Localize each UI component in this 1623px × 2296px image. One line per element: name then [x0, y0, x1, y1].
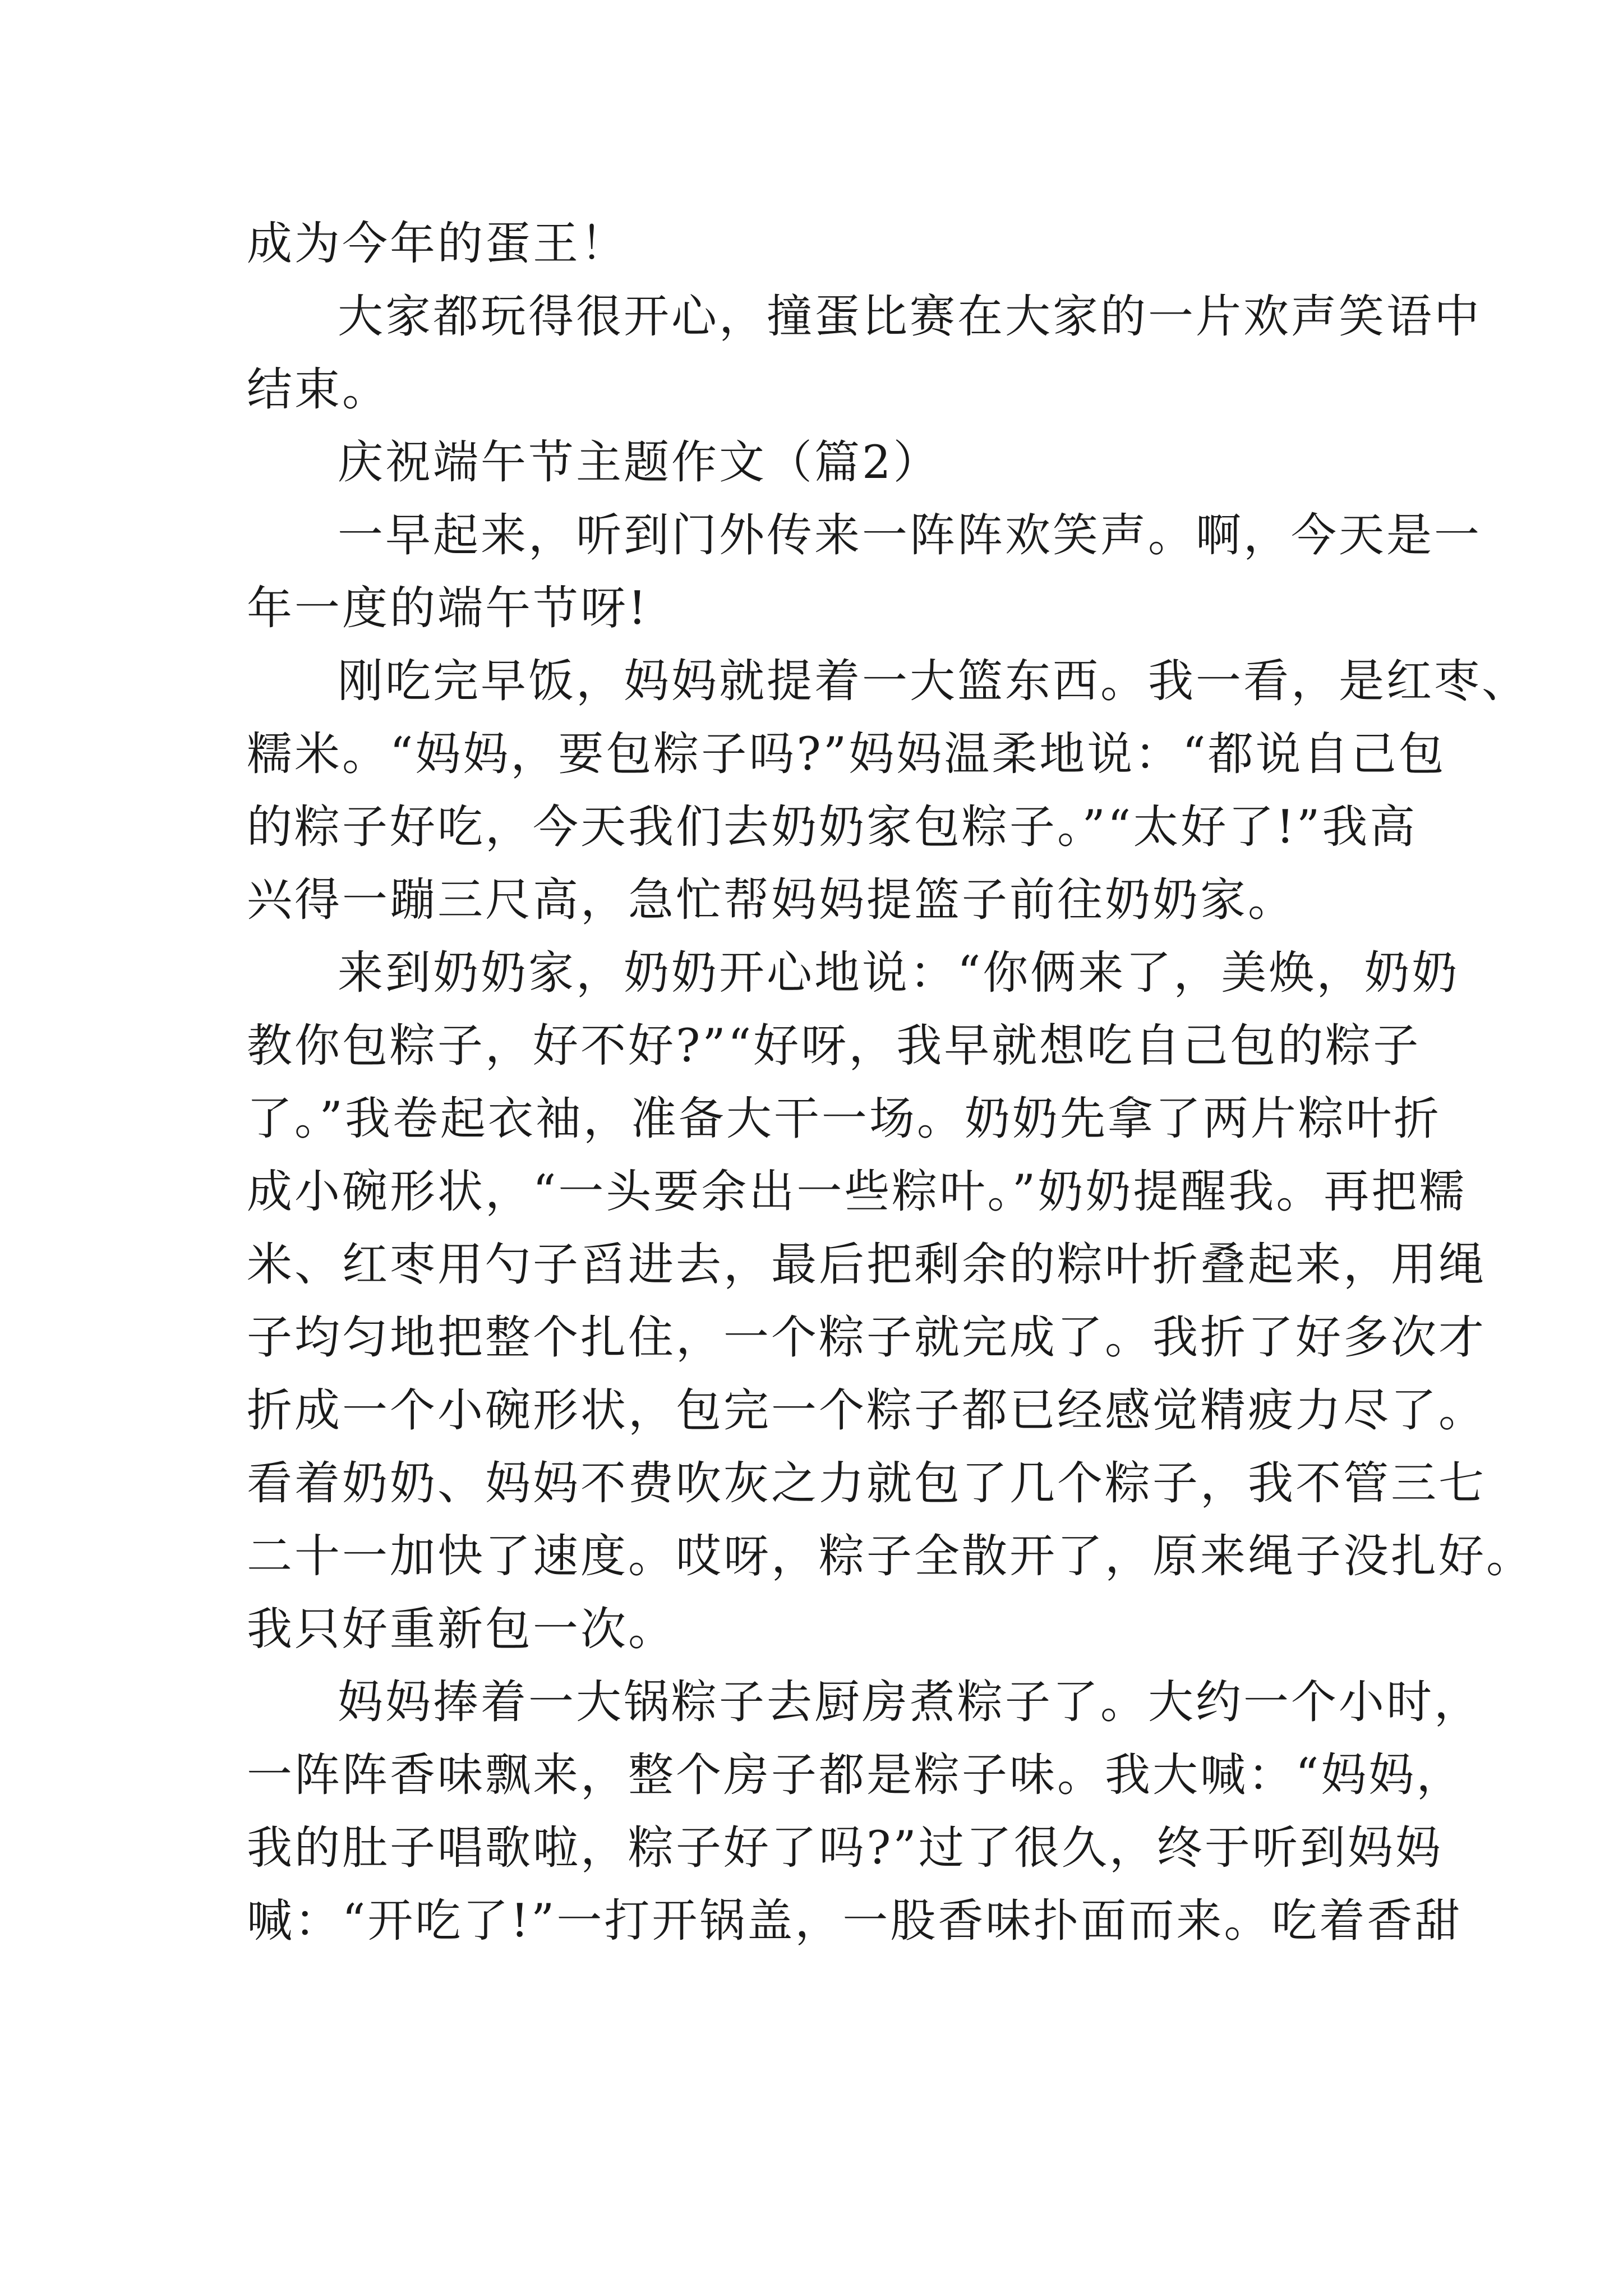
essay-body — [247, 208, 1534, 1958]
text-line: 米、红枣用勺子舀进去，最后把剩余的粽叶折叠起来，用绳 — [247, 1239, 1487, 1291]
essay-subtitle: 庆祝端午节主题作文（篇2） — [338, 436, 941, 489]
text-line: 我的肚子唱歌啦，粽子好了吗?”过了很久，终于听到妈妈 — [247, 1822, 1443, 1875]
text-line: 妈妈捧着一大锅粽子去厨房煮粽子了。大约一个小时， — [338, 1676, 1482, 1729]
text-line: 折成一个小碗形状，包完一个粽子都已经感觉精疲力尽了。 — [247, 1384, 1487, 1437]
text-line: 糯米。“妈妈，要包粽子吗?”妈妈温柔地说：“都说自己包 — [247, 728, 1446, 781]
text-line: 教你包粽子，好不好?”“好呀，我早就想吃自己包的粽子 — [247, 1020, 1421, 1073]
text-line: 大家都玩得很开心，撞蛋比赛在大家的一片欢声笑语中 — [338, 291, 1482, 343]
text-line: 一阵阵香味飘来，整个房子都是粽子味。我大喊：“妈妈， — [247, 1749, 1464, 1802]
text-line: 喊：“开吃了!”一打开锅盖，一股香味扑面而来。吃着香甜 — [247, 1895, 1463, 1948]
text-line: 成小碗形状，“一头要余出一些粽叶。”奶奶提醒我。再把糯 — [247, 1166, 1467, 1218]
text-line: 二十一加快了速度。哎呀，粽子全散开了，原来绳子没扎好。 — [247, 1530, 1534, 1583]
text-line: 看着奶奶、妈妈不费吹灰之力就包了几个粽子，我不管三七 — [247, 1457, 1487, 1510]
text-line: 兴得一蹦三尺高，急忙帮妈妈提篮子前往奶奶家。 — [247, 874, 1296, 927]
text-line: 结束。 — [247, 364, 390, 416]
text-line: 一早起来，听到门外传来一阵阵欢笑声。啊，今天是一 — [338, 509, 1482, 562]
text-line: 我只好重新包一次。 — [247, 1603, 676, 1656]
text-line: 成为今年的蛋王！ — [247, 218, 629, 270]
text-line: 的粽子好吃，今天我们去奶奶家包粽子。”“太好了!”我高 — [247, 801, 1418, 854]
text-line: 刚吃完早饭，妈妈就提着一大篮东西。我一看，是红枣、 — [338, 655, 1530, 708]
text-line: 年一度的端午节呀! — [247, 582, 649, 635]
text-line: 来到奶奶家，奶奶开心地说：“你俩来了，美焕，奶奶 — [338, 947, 1460, 1000]
text-line: 子均匀地把整个扎住，一个粽子就完成了。我折了好多次才 — [247, 1312, 1487, 1364]
text-line: 了。”我卷起衣袖，准备大干一场。奶奶先拿了两片粽叶折 — [247, 1093, 1441, 1145]
